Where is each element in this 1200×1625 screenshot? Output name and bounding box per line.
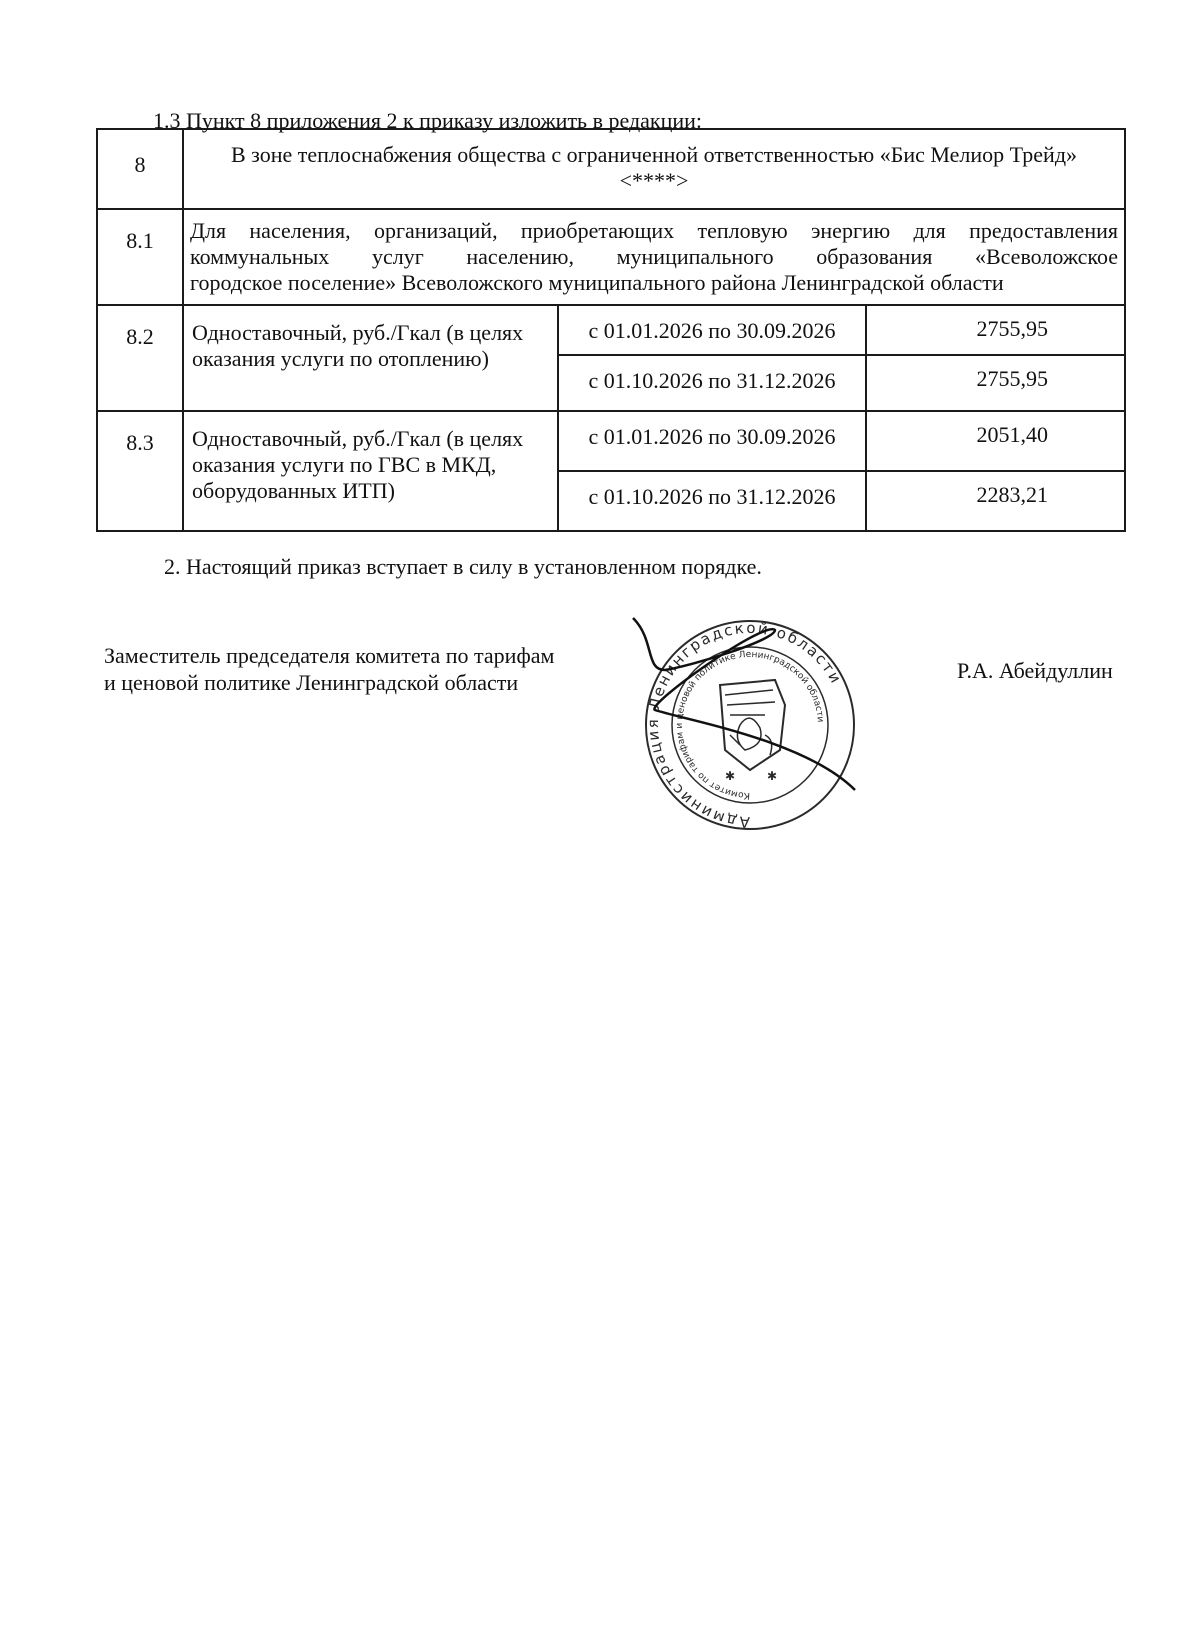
zone-heading: В зоне теплоснабжения общества с ограниченной ответственностью «Бис Мелиор Трейд» <****> <box>183 129 1125 209</box>
tariff-period: с 01.01.2026 по 30.09.2026 <box>558 411 866 471</box>
order-effect-clause: 2. Настоящий приказ вступает в силу в установленном порядке. <box>164 554 762 579</box>
table-row-8-1 <box>97 209 1125 305</box>
consumer-category-part1: Для населения, организаций, приобретающих тепловую энергию для предоставления коммунальных услуг населению, муниципального образования «Всеволожское <box>190 218 1118 269</box>
consumer-category-part2: городское поселение» Всеволожского муниципального района Ленинградской области <box>190 270 1004 295</box>
tariff-value: 2755,95 <box>866 355 1125 411</box>
tariff-table <box>96 128 1126 532</box>
seal-icon <box>625 610 875 830</box>
position-line-1: Заместитель председателя комитета по тарифам <box>104 643 555 668</box>
tariff-period: с 01.01.2026 по 30.09.2026 <box>558 305 866 355</box>
seal-outer-text: Администрация Ленинградской области <box>643 618 846 830</box>
official-seal <box>625 610 875 830</box>
tariff-description: Одноставочный, руб./Гкал (в целях оказания услуги по ГВС в МКД, оборудованных ИТП) <box>183 411 558 531</box>
svg-text:✱: ✱ <box>725 769 736 783</box>
tariff-value: 2755,95 <box>866 305 1125 355</box>
tariff-value: 2051,40 <box>866 411 1125 471</box>
table-row-8-3a <box>97 411 1125 471</box>
svg-text:✱: ✱ <box>767 769 778 783</box>
tariff-description: Одноставочный, руб./Гкал (в целях оказания услуги по отоплению) <box>183 305 558 411</box>
seal-inner-text: Комитет по тарифам и ценовой политике Ленинградской области <box>674 649 825 801</box>
tariff-value: 2283,21 <box>866 471 1125 531</box>
table-row-8-2a <box>97 305 1125 355</box>
row-number: 8.2 <box>97 305 183 411</box>
position-line-2: и ценовой политике Ленинградской области <box>104 670 519 695</box>
row-number: 8.3 <box>97 411 183 531</box>
row-number: 8.1 <box>97 209 183 305</box>
row-number: 8 <box>97 129 183 209</box>
amendment-intro: 1.3 Пункт 8 приложения 2 к приказу изложить в редакции: <box>153 108 703 133</box>
consumer-category <box>183 209 1125 305</box>
signatory-position <box>104 642 554 696</box>
tariff-period: с 01.10.2026 по 31.12.2026 <box>558 355 866 411</box>
tariff-period: с 01.10.2026 по 31.12.2026 <box>558 471 866 531</box>
signatory-name: Р.А. Абейдуллин <box>957 658 1113 683</box>
table-row-8 <box>97 129 1125 209</box>
